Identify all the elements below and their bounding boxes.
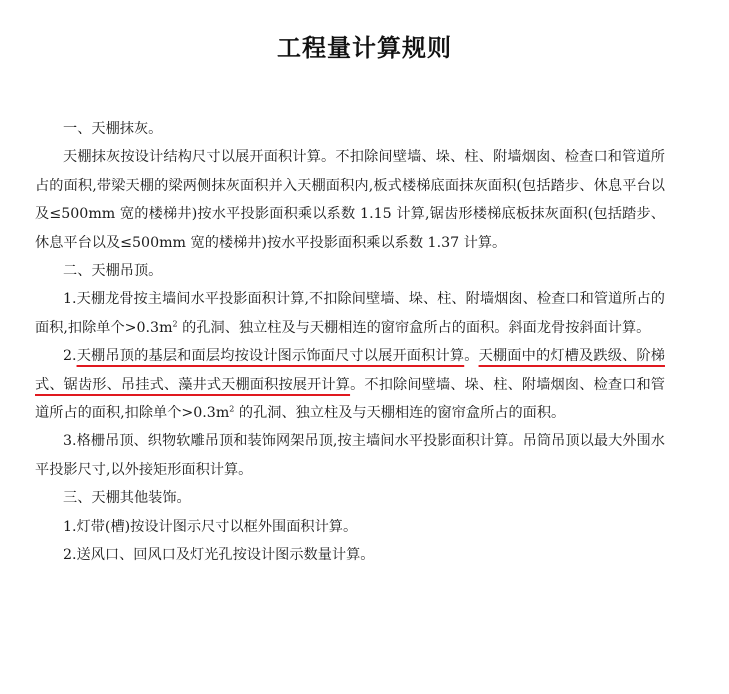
superscript-2: 2 bbox=[172, 319, 178, 329]
superscript-2: 2 bbox=[229, 404, 235, 414]
separator: 。 bbox=[464, 348, 479, 365]
section-2-item-2 bbox=[35, 342, 665, 427]
section-2-item-3: 3.格栅吊顶、织物软雕吊顶和装饰网架吊顶,按主墙间水平投影面积计算。吊筒吊顶以最大外围水平投影尺寸,以外接矩形面积计算。 bbox=[35, 433, 665, 478]
section-2-item-1-text: 1.天棚龙骨按主墙间水平投影面积计算,不扣除间壁墙、垛、柱、附墙烟囱、检查口和管道所占的面积,扣除单个>0.3m bbox=[35, 291, 665, 336]
section-1-paragraph: 天棚抹灰按设计结构尺寸以展开面积计算。不扣除间壁墙、垛、柱、附墙烟囱、检查口和管道所占的面积,带梁天棚的梁两侧抹灰面积并入天棚面积内,板式楼梯底面抹灰面积(包括踏步、休息平台以及≤500mm 宽的楼梯井)按水平投影面积乘以系数 1.15 计算,锯齿形楼梯底板抹灰面积(包括踏步、休息平台以及≤500mm 宽的楼梯井)按水平投影面积乘以系数 1.37 计算。 bbox=[35, 149, 665, 251]
item-number: 2. bbox=[63, 348, 77, 365]
section-3-item-2: 2.送风口、回风口及灯光孔按设计图示数量计算。 bbox=[63, 547, 375, 564]
section-2-item-1-text-cont: 的孔洞、独立柱及与天棚相连的窗帘盒所占的面积。斜面龙骨按斜面计算。 bbox=[177, 319, 651, 336]
section-1-heading: 一、天棚抹灰。 bbox=[63, 121, 163, 137]
section-2-item-2-text: 。不扣除间壁墙、垛、柱、附墙烟囱、检查口和管道所占的面积,扣除单个>0.3m bbox=[35, 376, 665, 422]
section-2-item-2-text-cont: 的孔洞、独立柱及与天棚相连的窗帘盒所占的面积。 bbox=[234, 405, 566, 422]
section-3-item-1: 1.灯带(槽)按设计图示尺寸以框外围面积计算。 bbox=[63, 518, 358, 535]
highlighted-text-1: 天棚吊顶的基层和面层均按设计图示饰面尺寸以展开面积计算 bbox=[76, 348, 465, 365]
section-2-heading: 二、天棚吊顶。 bbox=[63, 263, 163, 280]
document-body bbox=[35, 115, 665, 570]
highlighted-text-2: 天棚面中的灯槽及跌级、阶梯式、锯齿形、吊挂式、藻井式天棚面积按展开计算 bbox=[35, 348, 665, 393]
section-3-heading: 三、天棚其他装饰。 bbox=[63, 490, 191, 507]
section-2-item-1 bbox=[35, 285, 665, 342]
document-title: 工程量计算规则 bbox=[277, 33, 452, 62]
